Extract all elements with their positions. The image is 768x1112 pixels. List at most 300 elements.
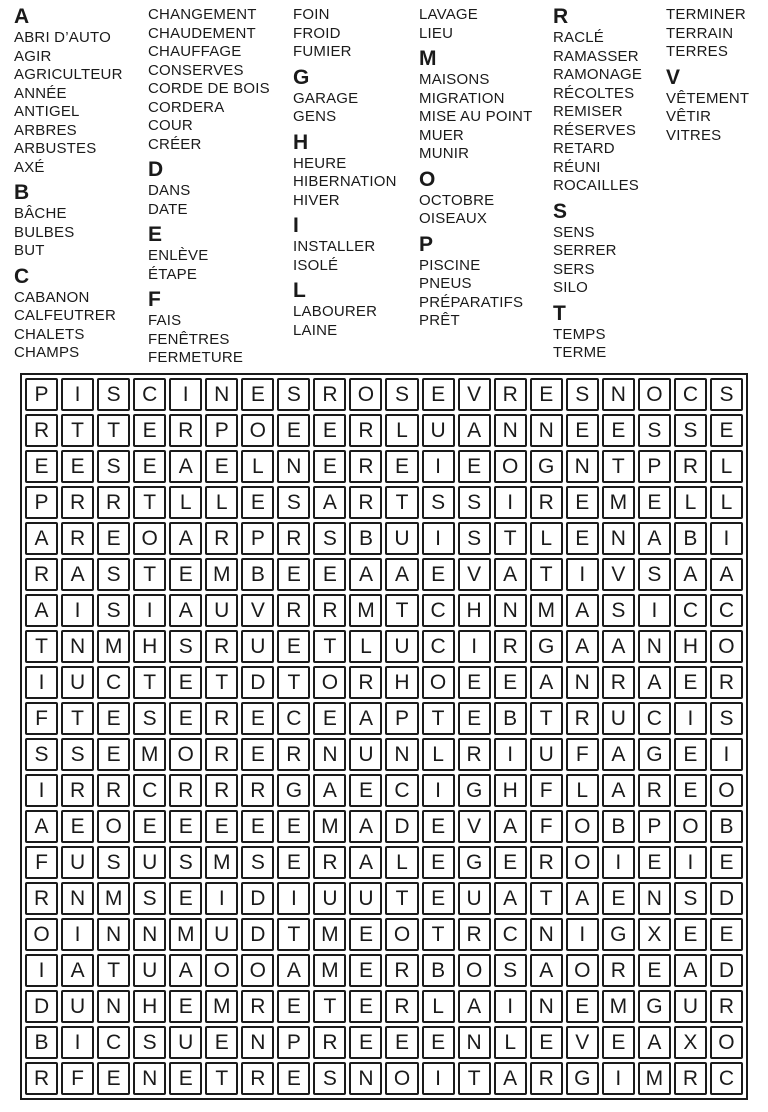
grid-cell: I [602,1062,635,1095]
grid-cell: N [97,990,130,1023]
grid-cell: A [494,810,527,843]
grid-cell: R [169,774,202,807]
word-item: RACLÉ [553,29,605,46]
word-item: AXÉ [14,158,45,176]
word-item: ARBRES [14,121,77,139]
grid-cell: A [349,702,382,735]
grid-cell: G [530,630,563,663]
word-item: SILO [553,279,588,296]
grid-cell: A [313,486,346,519]
grid-cell: R [710,666,743,699]
word-item: RÉUNI [553,158,601,176]
word-item: OCTOBRE [419,191,495,209]
grid-cell: S [710,702,743,735]
section-letter-header: A [14,5,30,28]
grid-cell: E [422,558,455,591]
grid-cell: H [133,630,166,663]
grid-cell: U [61,846,94,879]
grid-cell: I [25,774,58,807]
grid-cell: A [169,522,202,555]
grid-cell: R [25,414,58,447]
word-item: TEMPS [553,325,606,343]
grid-cell: G [638,738,671,771]
word-item: LIEU [419,24,454,42]
grid-cell: R [277,594,310,627]
grid-cell: T [277,918,310,951]
grid-cell: E [674,738,707,771]
grid-cell: L [566,774,599,807]
grid-cell: I [710,738,743,771]
grid-cell: O [566,846,599,879]
word-section [666,67,766,146]
grid-cell: E [277,990,310,1023]
grid-cell: N [205,378,238,411]
grid-cell: B [674,522,707,555]
grid-cell: T [530,882,563,915]
grid-cell: F [530,774,563,807]
grid-cell: S [97,450,130,483]
grid-cell: I [566,918,599,951]
grid-cell: A [277,954,310,987]
grid-cell: T [530,702,563,735]
grid-cell: M [205,558,238,591]
grid-cell: S [97,846,130,879]
grid-cell: O [313,666,346,699]
grid-cell: R [530,846,563,879]
grid-cell: E [205,810,238,843]
grid-cell: P [638,810,671,843]
grid-cell: E [422,810,455,843]
word-item: PRÊT [419,312,460,329]
grid-cell: L [241,450,274,483]
grid-cell: G [458,774,491,807]
grid-cell: R [530,1062,563,1095]
grid-cell: S [133,882,166,915]
word-item: FAIS [148,312,182,329]
grid-cell: U [530,738,563,771]
grid-cell: E [313,702,346,735]
grid-cell: E [458,450,491,483]
grid-cell: C [638,702,671,735]
grid-cell: S [638,558,671,591]
word-item: BULBES [14,223,75,241]
word-item: LABOURER [293,303,378,320]
grid-cell: S [61,738,94,771]
word-item: ABRI D’AUTO [14,29,111,46]
grid-cell: P [25,378,58,411]
grid-cell: R [349,666,382,699]
grid-cell: E [602,1026,635,1059]
word-item: FROID [293,24,341,42]
grid-cell: H [674,630,707,663]
word-item: ANNÉE [14,84,67,102]
grid-cell: A [169,954,202,987]
grid-cell: N [241,1026,274,1059]
grid-cell: C [422,594,455,627]
section-letter-header: F [148,288,162,311]
word-item: CONSERVES [148,61,244,79]
grid-cell: I [422,522,455,555]
grid-cell: O [133,522,166,555]
word-item: TERRES [666,43,729,60]
grid-cell: E [349,1026,382,1059]
section-letter-header: L [293,279,307,302]
grid-cell: S [97,594,130,627]
grid-cell: N [458,1026,491,1059]
word-item: ANTIGEL [14,103,80,120]
grid-cell: E [133,810,166,843]
grid-cell: O [494,450,527,483]
grid-cell: A [530,666,563,699]
grid-cell: E [61,450,94,483]
grid-cell: R [638,774,671,807]
grid-cell: D [241,918,274,951]
word-item: DANS [148,182,191,199]
grid-cell: C [97,666,130,699]
word-item: MUNIR [419,145,470,162]
word-item: TERMINER [666,6,746,23]
grid-cell: R [710,990,743,1023]
grid-cell: E [602,882,635,915]
word-section [419,169,553,229]
word-section [553,303,666,363]
grid-cell: T [494,522,527,555]
grid-cell: M [349,594,382,627]
grid-cell: A [638,522,671,555]
word-section [419,234,553,331]
word-section [419,6,553,43]
grid-cell: M [602,990,635,1023]
word-item: AGRICULTEUR [14,66,123,83]
grid-cell: L [530,522,563,555]
grid-cell: E [566,414,599,447]
grid-cell: E [349,990,382,1023]
section-letter-header: S [553,199,568,223]
grid-cell: E [422,378,455,411]
grid-cell: E [458,666,491,699]
grid-cell: M [205,990,238,1023]
grid-cell: N [277,450,310,483]
grid-cell: N [638,882,671,915]
grid-cell: N [602,378,635,411]
grid-cell: R [674,1062,707,1095]
grid-cell: T [458,1062,491,1095]
grid-cell: T [133,666,166,699]
grid-cell: R [241,774,274,807]
grid-cell: T [385,486,418,519]
grid-cell: E [458,702,491,735]
grid-cell: A [494,558,527,591]
grid-cell: I [494,486,527,519]
grid-cell: C [385,774,418,807]
grid-cell: I [674,846,707,879]
grid-cell: E [674,774,707,807]
grid-cell: C [97,1026,130,1059]
grid-cell: E [313,450,346,483]
grid-cell: M [530,594,563,627]
word-section [666,6,766,62]
grid-cell: E [638,846,671,879]
grid-cell: E [385,450,418,483]
grid-cell: P [638,450,671,483]
grid-cell: L [205,486,238,519]
grid-cell: B [25,1026,58,1059]
grid-cell: U [458,882,491,915]
word-item: RÉSERVES [553,121,637,139]
grid-cell: E [530,378,563,411]
grid-cell: E [169,990,202,1023]
word-item: FOIN [293,6,330,23]
grid-cell: R [349,486,382,519]
word-item: CABANON [14,288,90,306]
grid-cell: E [494,666,527,699]
grid-cell: R [241,990,274,1023]
word-item: CHAUDEMENT [148,24,256,42]
grid-cell: R [169,414,202,447]
word-item: FENÊTRES [148,330,230,348]
grid-cell: P [385,702,418,735]
grid-cell: E [277,630,310,663]
section-letter-header: O [419,167,436,191]
word-item: CHAUFFAGE [148,43,242,60]
grid-cell: U [349,882,382,915]
grid-cell: R [602,666,635,699]
grid-cell: B [602,810,635,843]
grid-cell: T [25,630,58,663]
grid-cell: E [61,810,94,843]
grid-cell: S [97,378,130,411]
word-section [14,266,148,363]
grid-cell: H [494,774,527,807]
grid-cell: N [530,414,563,447]
grid-cell: R [277,738,310,771]
grid-cell: I [205,882,238,915]
grid-cell: V [566,1026,599,1059]
grid-cell: T [133,486,166,519]
grid-cell: G [277,774,310,807]
grid-cell: O [25,918,58,951]
word-section [553,201,666,298]
section-letter-header: M [419,47,437,70]
grid-cell: D [241,882,274,915]
grid-cell: L [422,990,455,1023]
grid-cell: N [530,990,563,1023]
grid-cell: C [277,702,310,735]
grid-cell: E [277,846,310,879]
grid-cell: L [385,414,418,447]
grid-cell: R [313,378,346,411]
grid-cell: X [674,1026,707,1059]
grid-cell: R [385,954,418,987]
grid-cell: I [494,738,527,771]
grid-cell: E [638,486,671,519]
word-item: LAVAGE [419,6,479,23]
grid-cell: S [566,378,599,411]
grid-cell: R [349,450,382,483]
word-item: GENS [293,108,337,125]
grid-cell: E [241,738,274,771]
grid-cell: G [458,846,491,879]
grid-cell: O [458,954,491,987]
grid-cell: U [602,702,635,735]
grid-cell: E [133,450,166,483]
grid-cell: E [241,378,274,411]
grid-cell: I [61,378,94,411]
grid-cell: V [458,378,491,411]
word-section [148,224,293,284]
grid-cell: I [422,774,455,807]
grid-cell: O [710,774,743,807]
grid-cell: A [169,450,202,483]
grid-cell: M [313,918,346,951]
grid-cell: D [25,990,58,1023]
grid-cell: V [241,594,274,627]
section-letter-header: I [293,214,300,237]
grid-cell: A [385,558,418,591]
grid-cell: B [494,702,527,735]
grid-cell: R [61,522,94,555]
grid-cell: E [169,810,202,843]
grid-cell: I [422,1062,455,1095]
grid-cell: R [61,486,94,519]
grid-cell: A [25,594,58,627]
grid-cell: N [61,882,94,915]
grid-cell: L [674,486,707,519]
grid-cell: O [710,630,743,663]
grid-cell: P [241,522,274,555]
grid-cell: S [241,846,274,879]
word-item: DATE [148,200,188,218]
grid-cell: A [494,1062,527,1095]
grid-cell: A [530,954,563,987]
grid-cell: A [602,774,635,807]
grid-cell: T [422,702,455,735]
grid-cell: R [602,954,635,987]
grid-cell: A [349,810,382,843]
grid-cell: U [133,846,166,879]
grid-cell: B [710,810,743,843]
grid-cell: R [97,486,130,519]
grid-cell: V [458,810,491,843]
word-section [293,67,419,127]
grid-cell: A [674,558,707,591]
grid-cell: M [97,882,130,915]
word-item: VÊTIR [666,108,712,125]
grid-cell: E [169,702,202,735]
word-section [293,280,419,340]
grid-cell: N [494,594,527,627]
grid-cell: R [97,774,130,807]
grid-cell: L [349,630,382,663]
grid-cell: E [422,1026,455,1059]
grid-cell: M [602,486,635,519]
grid-cell: R [277,522,310,555]
word-item: LAINE [293,321,338,339]
grid-cell: N [638,630,671,663]
grid-cell: A [674,954,707,987]
grid-cell: E [277,414,310,447]
grid-cell: G [566,1062,599,1095]
grid-cell: S [710,378,743,411]
grid-cell: S [458,486,491,519]
grid-cell: C [710,594,743,627]
grid-cell: E [205,450,238,483]
grid-cell: N [530,918,563,951]
grid-cell: N [133,918,166,951]
word-list [14,6,766,368]
grid-cell: F [530,810,563,843]
grid-cell: C [710,1062,743,1095]
grid-cell: T [205,1062,238,1095]
grid-cell: G [638,990,671,1023]
grid-cell: E [494,846,527,879]
grid-cell: E [349,774,382,807]
grid-cell: T [602,450,635,483]
grid-cell: A [638,1026,671,1059]
word-column [666,6,766,368]
grid-cell: A [566,594,599,627]
grid-cell: M [97,630,130,663]
word-item: BÂCHE [14,205,67,222]
grid-cell: I [61,918,94,951]
grid-cell: B [422,954,455,987]
word-section [148,159,293,219]
word-item: ISOLÉ [293,256,339,274]
grid-cell: D [710,882,743,915]
grid-cell: U [241,630,274,663]
grid-cell: A [458,990,491,1023]
grid-cell: O [674,810,707,843]
grid-cell: N [385,738,418,771]
word-item: MAISONS [419,71,490,88]
grid-cell: R [566,702,599,735]
grid-cell: I [133,594,166,627]
grid-cell: S [638,414,671,447]
grid-cell: S [169,630,202,663]
grid-cell: D [241,666,274,699]
grid-cell: R [25,882,58,915]
grid-cell: E [710,414,743,447]
grid-cell: T [385,882,418,915]
word-item: CORDERA [148,98,225,116]
grid-cell: U [313,882,346,915]
word-item: COUR [148,117,193,134]
grid-cell: E [674,918,707,951]
grid-cell: O [566,810,599,843]
grid-cell: S [458,522,491,555]
grid-cell: U [133,954,166,987]
word-item: HIVER [293,191,340,209]
grid-cell: C [133,774,166,807]
grid-cell: E [566,522,599,555]
grid-cell: R [241,1062,274,1095]
grid-cell: S [494,954,527,987]
grid-cell: U [205,918,238,951]
word-item: PRÉPARATIFS [419,293,524,311]
word-item: SENS [553,223,595,241]
grid-cell: I [61,1026,94,1059]
grid-cell: B [241,558,274,591]
grid-cell: R [349,414,382,447]
section-letter-header: C [14,264,30,288]
grid-cell: M [205,846,238,879]
grid-cell: O [422,666,455,699]
grid-cell: U [385,630,418,663]
grid-cell: E [674,666,707,699]
grid-cell: U [61,990,94,1023]
grid-cell: R [205,774,238,807]
grid-cell: C [133,378,166,411]
